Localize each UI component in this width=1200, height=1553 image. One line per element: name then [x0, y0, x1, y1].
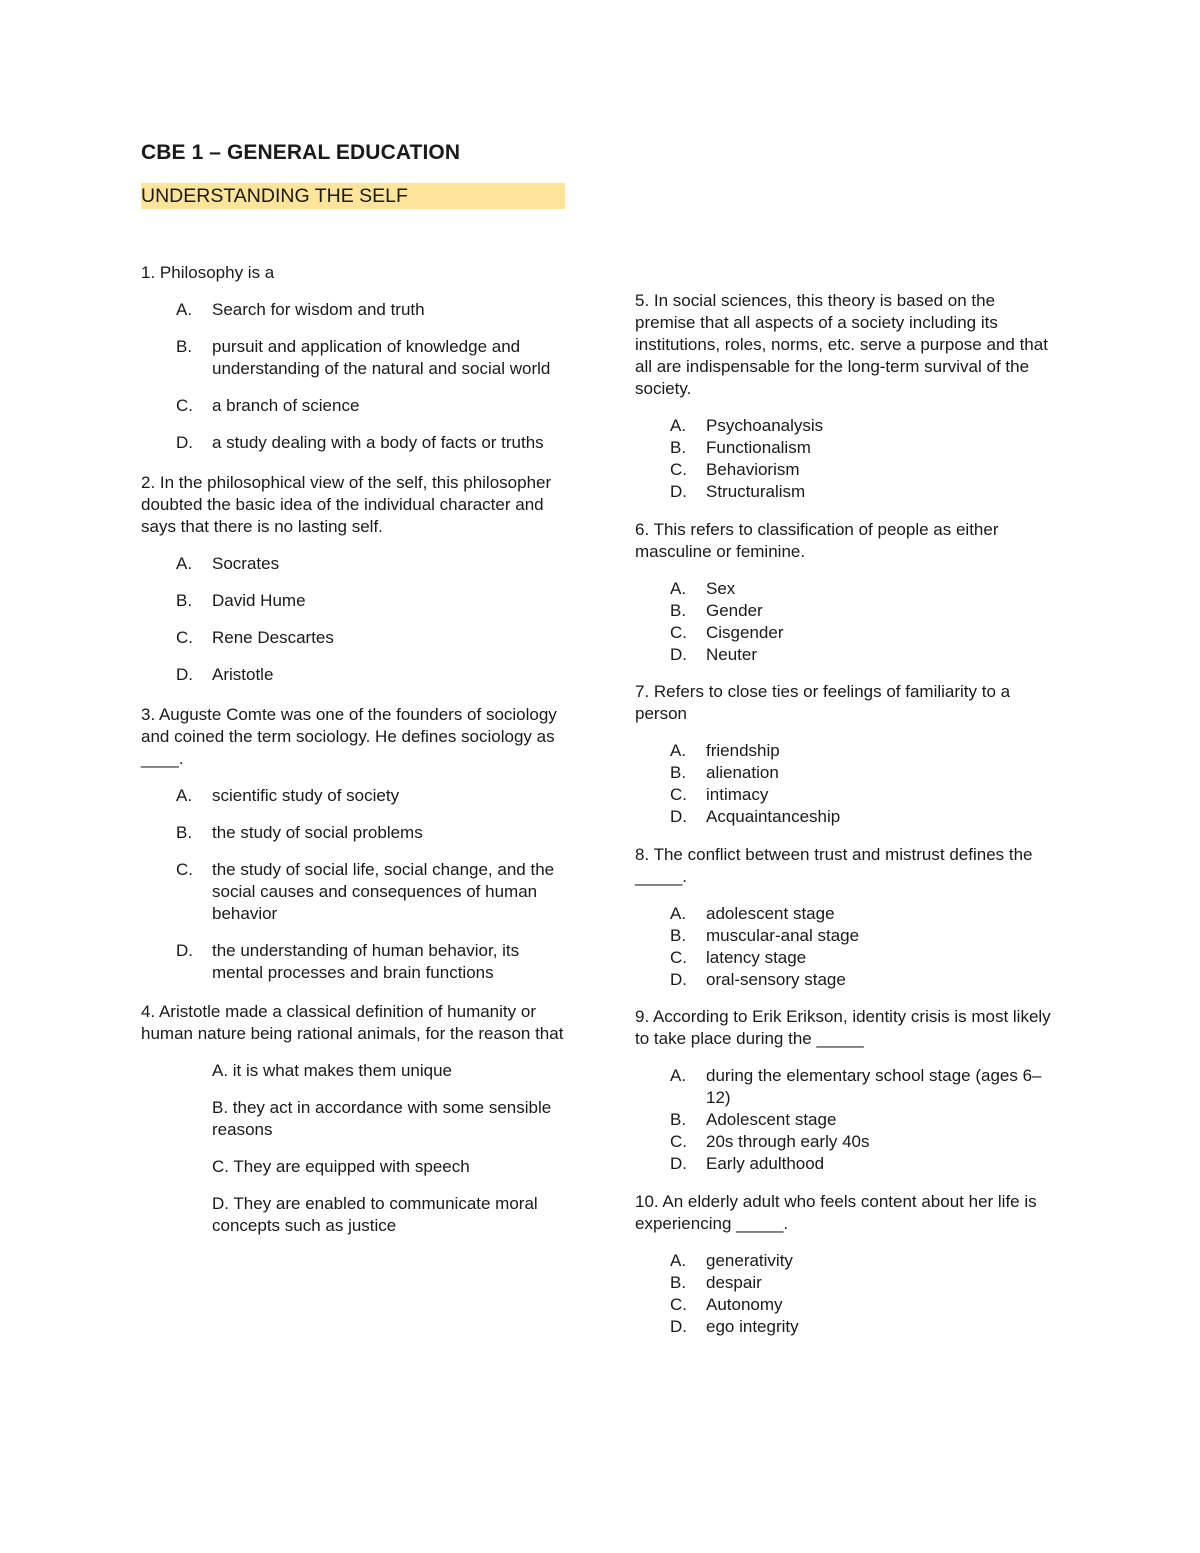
question-text: 6. This refers to classification of people as either masculine or feminine.	[635, 520, 999, 561]
option-a[interactable]	[635, 740, 1060, 762]
question-text: 7. Refers to close ties or feelings of familiarity to a person	[635, 682, 1011, 723]
option-letter: B.	[670, 1273, 687, 1292]
option-letter: D.	[670, 482, 687, 501]
option-d[interactable]	[635, 1316, 1060, 1338]
option-b[interactable]	[635, 925, 1060, 947]
question-3	[141, 704, 566, 984]
option-letter: A.	[176, 554, 193, 573]
option-letter: D.	[176, 941, 193, 960]
option-b[interactable]	[635, 1272, 1060, 1294]
option-text: during the elementary school stage (ages 6–12)	[706, 1066, 1042, 1107]
question-5	[635, 290, 1060, 503]
option-letter: D.	[670, 807, 687, 826]
options-list	[141, 1060, 566, 1237]
option-letter: A.	[670, 416, 687, 435]
option-letter: C.	[670, 948, 687, 967]
option-letter: C.	[670, 623, 687, 642]
options-list	[635, 415, 1060, 503]
option-b[interactable]: B. they act in accordance with some sensible reasons	[212, 1098, 552, 1139]
option-text: intimacy	[706, 785, 769, 804]
option-text: Behaviorism	[706, 460, 800, 479]
option-text: ego integrity	[706, 1317, 799, 1336]
option-d[interactable]	[635, 969, 1060, 991]
option-b[interactable]	[635, 1109, 1060, 1131]
option-letter: A.	[176, 786, 193, 805]
option-letter: C.	[670, 1132, 687, 1151]
option-c[interactable]: C. They are equipped with speech	[212, 1157, 470, 1176]
option-text: 20s through early 40s	[706, 1132, 870, 1151]
option-text: Socrates	[212, 554, 280, 573]
option-letter: D.	[176, 433, 193, 452]
option-letter: A.	[670, 1066, 687, 1085]
option-b[interactable]	[635, 762, 1060, 784]
option-d[interactable]	[635, 644, 1060, 666]
option-c[interactable]	[635, 622, 1060, 644]
options-list	[635, 903, 1060, 991]
option-text: Rene Descartes	[212, 628, 334, 647]
question-4	[141, 1001, 566, 1237]
option-text: Adolescent stage	[706, 1110, 837, 1129]
option-letter: B.	[176, 823, 193, 842]
option-b[interactable]	[141, 336, 566, 380]
option-c[interactable]	[635, 459, 1060, 481]
option-letter: C.	[176, 396, 193, 415]
option-letter: B.	[176, 337, 193, 356]
option-text: Structuralism	[706, 482, 806, 501]
option-b[interactable]	[635, 600, 1060, 622]
option-letter: A.	[670, 904, 687, 923]
option-a[interactable]	[635, 415, 1060, 437]
option-d[interactable]	[635, 1153, 1060, 1175]
option-b[interactable]	[635, 437, 1060, 459]
option-letter: B.	[670, 926, 687, 945]
option-letter: C.	[670, 460, 687, 479]
option-c[interactable]	[141, 859, 566, 925]
option-text: alienation	[706, 763, 779, 782]
options-list	[635, 1250, 1060, 1338]
option-letter: B.	[670, 438, 687, 457]
option-text: oral-sensory stage	[706, 970, 846, 989]
option-d[interactable]	[635, 481, 1060, 503]
page-subtitle: UNDERSTANDING THE SELF	[141, 185, 408, 207]
options-list	[141, 785, 566, 984]
option-text: Acquaintanceship	[706, 807, 841, 826]
option-text: Psychoanalysis	[706, 416, 824, 435]
option-text: the study of social life, social change, and the social causes and consequences of human behavior	[212, 860, 555, 923]
option-c[interactable]	[635, 947, 1060, 969]
option-a[interactable]	[635, 1065, 1060, 1109]
question-text: 1. Philosophy is a	[141, 263, 275, 282]
option-b[interactable]	[141, 822, 566, 844]
question-text: 9. According to Erik Erikson, identity crisis is most likely to take place during the _____	[635, 1007, 1051, 1048]
option-text: Search for wisdom and truth	[212, 300, 425, 319]
option-text: the understanding of human behavior, its mental processes and brain functions	[212, 941, 520, 982]
option-letter: A.	[670, 1251, 687, 1270]
option-text: Functionalism	[706, 438, 811, 457]
option-letter: C.	[176, 628, 193, 647]
option-text: Aristotle	[212, 665, 274, 684]
options-list	[635, 740, 1060, 828]
option-text: Sex	[706, 579, 736, 598]
option-letter: C.	[670, 1295, 687, 1314]
option-a[interactable]: A. it is what makes them unique	[212, 1061, 453, 1080]
option-d[interactable]: D. They are enabled to communicate moral concepts such as justice	[212, 1194, 538, 1235]
question-text: 2. In the philosophical view of the self, this philosopher doubted the basic idea of the individual character and says that there is no lasting self.	[141, 473, 552, 536]
option-d[interactable]	[141, 940, 566, 984]
option-text: despair	[706, 1273, 762, 1292]
option-a[interactable]	[635, 578, 1060, 600]
option-text: David Hume	[212, 591, 306, 610]
option-letter: D.	[670, 970, 687, 989]
option-a[interactable]	[635, 1250, 1060, 1272]
option-letter: D.	[670, 1154, 687, 1173]
option-a[interactable]	[141, 785, 566, 807]
options-list	[141, 299, 566, 454]
option-letter: A.	[176, 300, 193, 319]
question-2	[141, 472, 566, 686]
option-text: muscular-anal stage	[706, 926, 860, 945]
option-text: Cisgender	[706, 623, 784, 642]
option-letter: B.	[670, 1110, 687, 1129]
option-c[interactable]	[635, 1294, 1060, 1316]
option-a[interactable]	[141, 299, 566, 321]
option-text: generativity	[706, 1251, 793, 1270]
option-letter: D.	[670, 645, 687, 664]
option-d[interactable]	[141, 432, 566, 454]
option-letter: A.	[670, 579, 687, 598]
option-letter: B.	[670, 601, 687, 620]
option-text: adolescent stage	[706, 904, 835, 923]
option-text: scientific study of society	[212, 786, 400, 805]
option-text: a study dealing with a body of facts or truths	[212, 433, 544, 452]
page-title: CBE 1 – GENERAL EDUCATION	[141, 141, 461, 164]
option-d[interactable]	[141, 664, 566, 686]
option-c[interactable]	[635, 784, 1060, 806]
question-text: 10. An elderly adult who feels content about her life is experiencing _____.	[635, 1192, 1037, 1233]
option-letter: D.	[176, 665, 193, 684]
question-8	[635, 844, 1060, 991]
option-text: pursuit and application of knowledge and understanding of the natural and social world	[212, 337, 551, 378]
option-text: the study of social problems	[212, 823, 423, 842]
question-10	[635, 1191, 1060, 1338]
option-letter: C.	[670, 785, 687, 804]
options-list	[635, 578, 1060, 666]
options-list	[141, 553, 566, 686]
question-text: 8. The conflict between trust and mistrust defines the _____.	[635, 845, 1033, 886]
question-9	[635, 1006, 1060, 1175]
question-text: 4. Aristotle made a classical definition of humanity or human nature being rational animals, for the reason that	[141, 1002, 564, 1043]
option-text: Early adulthood	[706, 1154, 825, 1173]
option-text: Neuter	[706, 645, 758, 664]
options-list	[635, 1065, 1060, 1175]
subtitle-highlight	[141, 183, 565, 209]
option-letter: D.	[670, 1317, 687, 1336]
option-text: Autonomy	[706, 1295, 783, 1314]
option-letter: A.	[670, 741, 687, 760]
question-7	[635, 681, 1060, 828]
option-letter: C.	[176, 860, 193, 879]
option-text: latency stage	[706, 948, 807, 967]
option-letter: B.	[176, 591, 193, 610]
option-text: Gender	[706, 601, 763, 620]
option-a[interactable]	[141, 553, 566, 575]
option-a[interactable]	[635, 903, 1060, 925]
option-c[interactable]	[635, 1131, 1060, 1153]
question-1	[141, 262, 566, 454]
option-text: a branch of science	[212, 396, 360, 415]
option-d[interactable]	[635, 806, 1060, 828]
option-c[interactable]	[141, 627, 566, 649]
option-b[interactable]	[141, 590, 566, 612]
option-c[interactable]	[141, 395, 566, 417]
option-text: friendship	[706, 741, 780, 760]
question-6	[635, 519, 1060, 666]
question-text: 3. Auguste Comte was one of the founders of sociology and coined the term sociology. He defines sociology as ____.	[141, 705, 557, 768]
question-text: 5. In social sciences, this theory is based on the premise that all aspects of a society including its institutions, roles, norms, etc. serve a purpose and that all are indispensable for the long-term survival of the society.	[635, 291, 1048, 398]
option-letter: B.	[670, 763, 687, 782]
